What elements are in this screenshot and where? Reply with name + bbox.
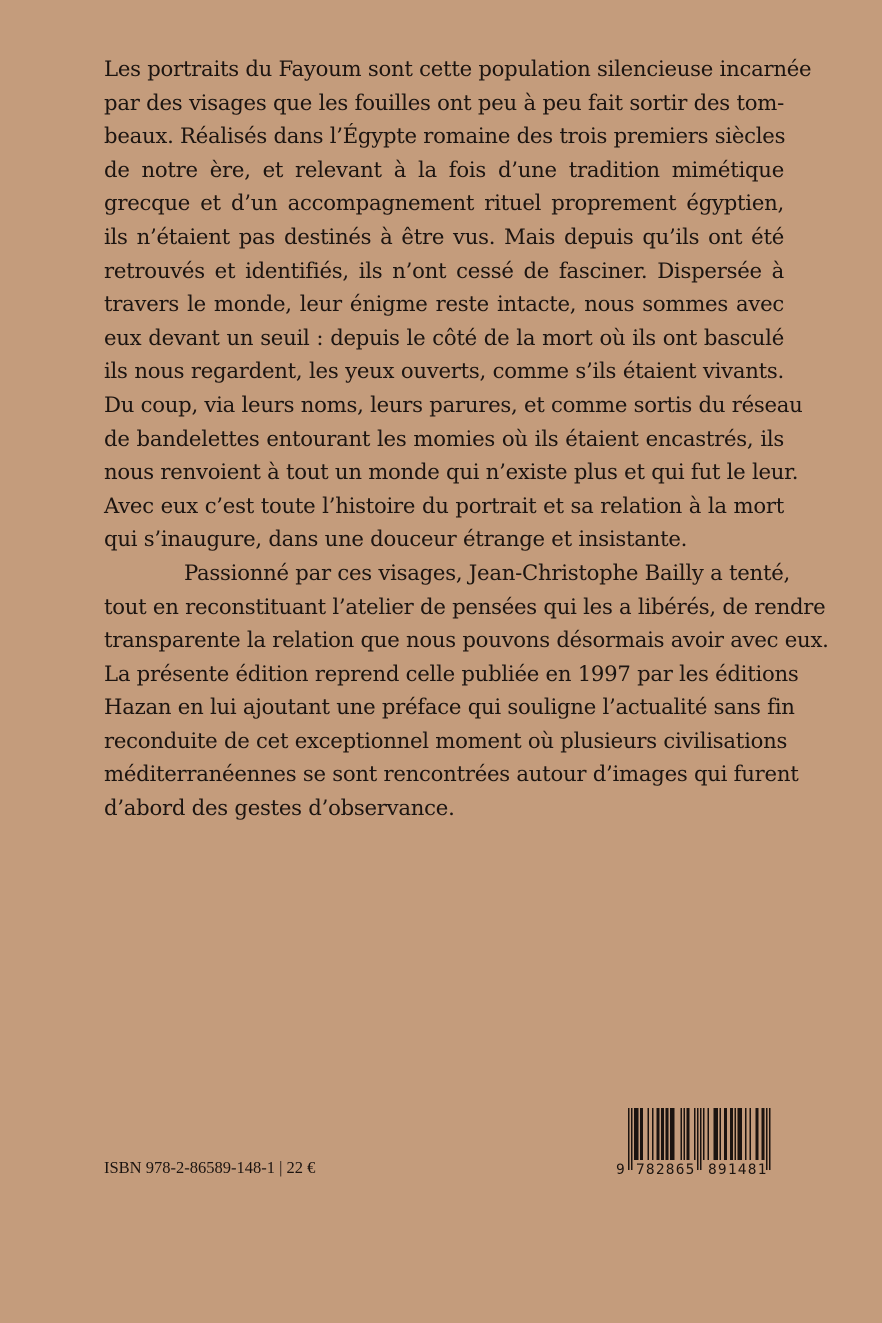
barcode-bar [703, 1108, 705, 1160]
paragraph-2-line: d’abord des gestes d’observance. [104, 795, 455, 821]
paragraph-1-line: Les portraits du Fayoum sont cette population silencieuse incarnée [104, 56, 812, 81]
paragraph-2-line: Passionné par ces visages, Jean-Christophe Bailly a tenté, [184, 559, 790, 585]
barcode-bar [739, 1108, 741, 1160]
paragraph-1-line: nous renvoient à tout un monde qui n’existe plus et qui fut le leur. [104, 459, 799, 485]
paragraph-2-line: transparente la relation que nous pouvons désormais avoir avec eux. [104, 627, 829, 653]
paragraph-2-line: La présente édition reprend celle publiée en 1997 par les éditions [104, 660, 799, 686]
barcode-bar [750, 1108, 752, 1160]
barcode-bar [724, 1108, 726, 1160]
barcode-bar [700, 1108, 702, 1170]
paragraph-2-line: Hazan en lui ajoutant une préface qui souligne l’actualité sans fin [104, 694, 795, 720]
barcode-bar [636, 1108, 638, 1160]
barcode-bar [648, 1108, 650, 1160]
barcode-bar [715, 1108, 717, 1160]
paragraph-1-line: travers le monde, leur énigme reste intacte, nous sommes avec [104, 291, 784, 317]
barcode-bar [642, 1108, 644, 1160]
barcode-digits-right: 891481 [708, 1162, 768, 1178]
barcode-bar [657, 1108, 659, 1160]
paragraph-1-line: eux devant un seuil : depuis le côté de la mort où ils ont basculé [104, 324, 784, 350]
paragraph-2-line: méditerranéennes se sont rencontrées autour d’images qui furent [104, 761, 799, 787]
barcode-bar [687, 1108, 689, 1160]
barcode-bar [714, 1108, 716, 1160]
paragraph-1-line: ils n’étaient pas destinés à être vus. Mais depuis qu’ils ont été [104, 223, 784, 249]
paragraph-1-line: beaux. Réalisés dans l’Égypte romaine des trois premiers siècles [104, 123, 786, 149]
barcode-bar [652, 1108, 654, 1160]
barcode-bar [634, 1108, 636, 1160]
paragraph-1-line: par des visages que les fouilles ont peu à peu fait sortir des tom- [104, 89, 784, 115]
barcode-digit-first: 9 [616, 1162, 625, 1178]
paragraph-1-line: ils nous regardent, les yeux ouverts, comme s’ils étaient vivants. [104, 358, 784, 384]
barcode-bar [670, 1108, 672, 1160]
barcode-bar [708, 1108, 710, 1160]
barcode-bar [672, 1108, 674, 1160]
barcode-bar [717, 1108, 719, 1160]
barcode-bar [681, 1108, 683, 1160]
barcode-bar [631, 1108, 633, 1170]
paragraph-1-line: de bandelettes entourant les momies où ils étaient encastrés, ils [104, 425, 784, 451]
barcode-bar [637, 1108, 639, 1160]
barcode-bar [684, 1108, 686, 1160]
barcode-bar [732, 1108, 734, 1160]
barcode-bar [661, 1108, 663, 1160]
back-cover-blurb [104, 52, 829, 825]
barcode-bar [735, 1108, 737, 1160]
barcode-bar [769, 1108, 771, 1170]
paragraph-2-line: tout en reconstituant l’atelier de pensées qui les a libérés, de rendre [104, 593, 826, 619]
paragraph-1-line: grecque et d’un accompagnement rituel proprement égyptien, [104, 190, 784, 216]
barcode-bar [763, 1108, 765, 1160]
barcode-bar [628, 1108, 630, 1170]
paragraph-1-line: Du coup, via leurs noms, leurs parures, et comme sortis du réseau [104, 391, 803, 417]
barcode-bar [720, 1108, 722, 1160]
barcode-bar [640, 1108, 642, 1160]
barcode-bar [667, 1108, 669, 1160]
barcode-bar [694, 1108, 696, 1160]
barcode [614, 1108, 782, 1184]
barcode-bar [663, 1108, 665, 1160]
paragraph-1-line: retrouvés et identifiés, ils n’ont cessé de fasciner. Dispersée à [104, 257, 784, 283]
barcode-bar [673, 1108, 675, 1160]
barcode-bar [738, 1108, 740, 1160]
barcode-bar [757, 1108, 759, 1160]
paragraph-1-line: Avec eux c’est toute l’histoire du portrait et sa relation à la mort [104, 492, 784, 518]
barcode-bar [688, 1108, 690, 1160]
barcode-bar [697, 1108, 699, 1170]
barcode-bar [666, 1108, 668, 1160]
paragraph-1-line: de notre ère, et relevant à la fois d’une tradition mimétique [104, 156, 784, 182]
barcode-bar [658, 1108, 660, 1160]
paragraph-2-line: reconduite de cet exceptionnel moment où plusieurs civilisations [104, 727, 788, 753]
barcode-bar [741, 1108, 743, 1160]
barcode-digits-left: 782865 [636, 1162, 696, 1178]
paragraph-1-line: qui s’inaugure, dans une douceur étrange et insistante. [104, 526, 688, 552]
isbn-price: ISBN 978-2-86589-148-1 | 22 € [104, 1158, 316, 1177]
barcode-bar [726, 1108, 728, 1160]
barcode-bar [756, 1108, 758, 1160]
barcode-bar [762, 1108, 764, 1160]
barcode-bar [745, 1108, 747, 1160]
barcode-bar [730, 1108, 732, 1160]
